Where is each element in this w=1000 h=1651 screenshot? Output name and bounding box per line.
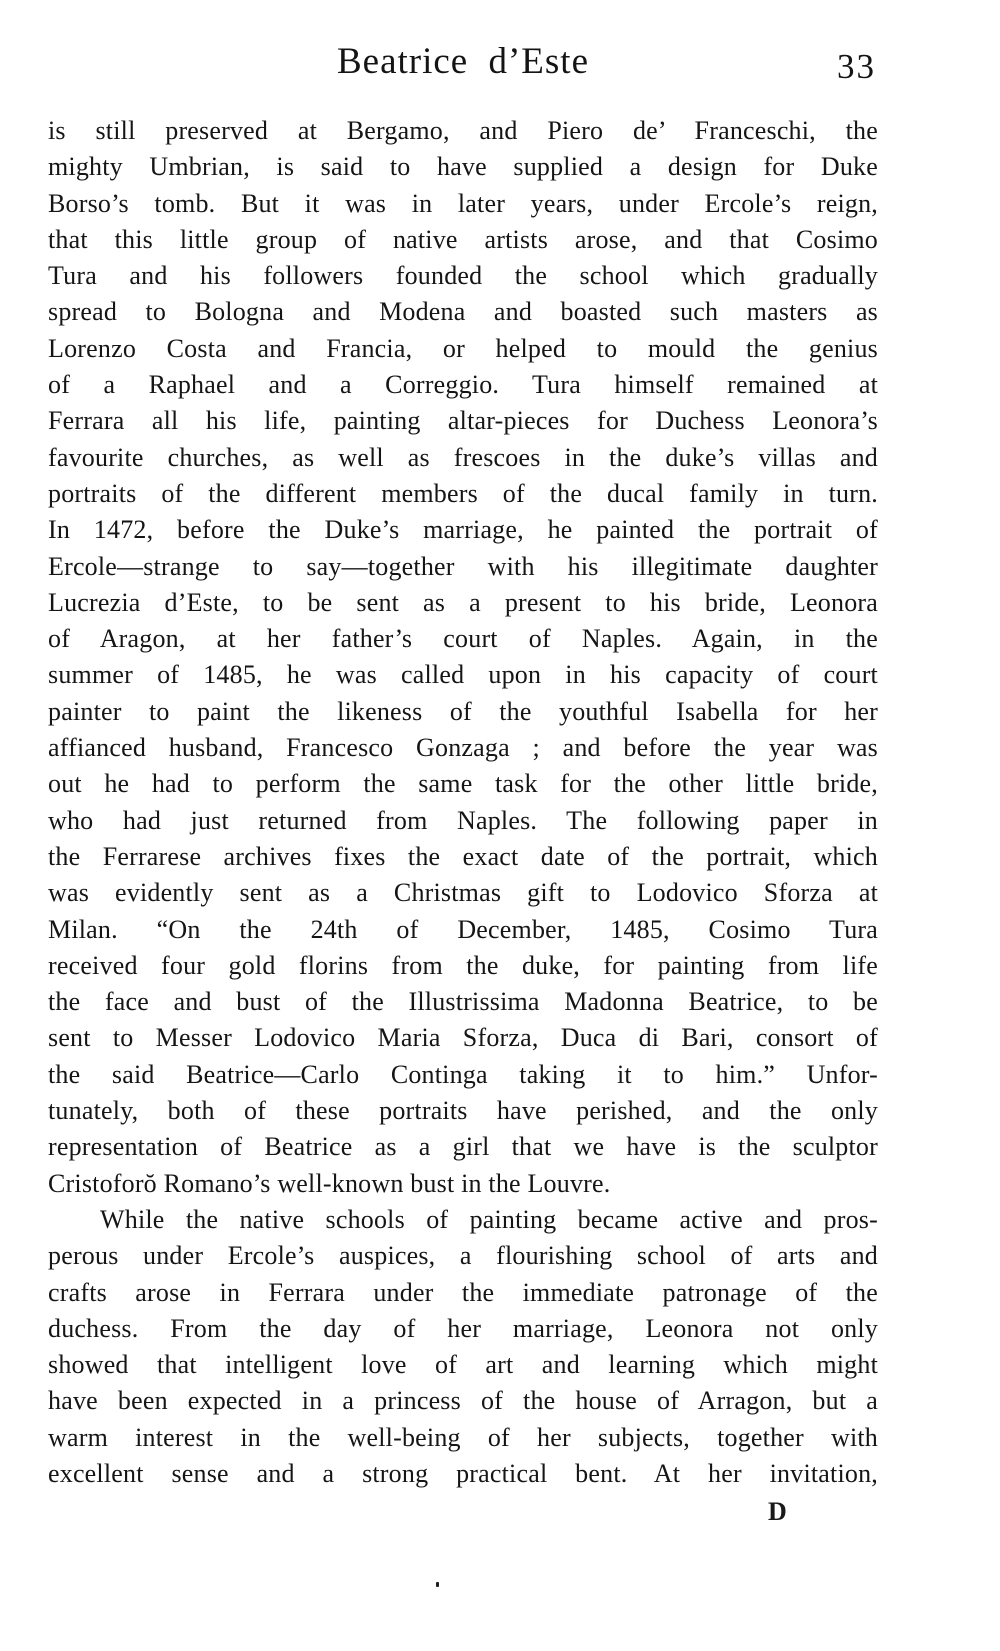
text-line: summer of 1485, he was called upon in his capacity of court bbox=[48, 660, 878, 690]
text-line: is still preserved at Bergamo, and Piero de’ Franceschi, the bbox=[48, 116, 878, 145]
text-line: perous under Ercole’s auspices, a flourishing school of arts and bbox=[48, 1241, 878, 1271]
text-line: have been expected in a princess of the house of Arragon, but a bbox=[48, 1386, 878, 1416]
text-line: sent to Messer Lodovico Maria Sforza, Duca di Bari, consort of bbox=[48, 1023, 878, 1053]
text-line: affianced husband, Francesco Gonzaga ; and before the year was bbox=[48, 733, 878, 763]
text-line: of a Raphael and a Correggio. Tura himself remained at bbox=[48, 370, 878, 400]
text-line: Ferrara all his life, painting altar-pieces for Duchess Leonora’s bbox=[48, 406, 878, 436]
text-line: Ercole—strange to say—together with his illegitimate daughter bbox=[48, 551, 878, 581]
text-line: Borso’s tomb. But it was in later years, under Ercole’s reign, bbox=[48, 188, 878, 218]
text-line: Milan. “On the 24th of December, 1485, Cosimo Tura bbox=[48, 914, 878, 944]
text-line: favourite churches, as well as frescoes in the duke’s villas and bbox=[48, 442, 878, 472]
text-line: excellent sense and a strong practical bent. At her invitation, bbox=[48, 1458, 878, 1488]
text-line: of Aragon, at her father’s court of Naples. Again, in the bbox=[48, 624, 878, 654]
text-line: showed that intelligent love of art and learning which might bbox=[48, 1350, 878, 1380]
text-line: portraits of the different members of the ducal family in turn. bbox=[48, 478, 878, 508]
text-line: spread to Bologna and Modena and boasted such masters as bbox=[48, 297, 878, 327]
stray-ink-dot bbox=[436, 1582, 439, 1587]
page-title: Beatrice d’Este bbox=[336, 41, 590, 82]
text-line: the said Beatrice—Carlo Continga taking it to him.” Unfor- bbox=[48, 1059, 878, 1089]
text-line: Cristoforŏ Romano’s well-known bust in the Louvre. bbox=[48, 1168, 611, 1198]
text-line: Lorenzo Costa and Francia, or helped to mould the genius bbox=[48, 333, 878, 363]
text-block bbox=[48, 113, 878, 1492]
text-line: mighty Umbrian, is said to have supplied a design for Duke bbox=[48, 152, 878, 182]
text-line: received four gold florins from the duke, for painting from life bbox=[48, 950, 878, 980]
running-head bbox=[48, 42, 878, 90]
text-line: out he had to perform the same task for the other little bride, bbox=[48, 769, 878, 799]
text-line: was evidently sent as a Christmas gift to Lodovico Sforza at bbox=[48, 878, 878, 908]
text-line: who had just returned from Naples. The following paper in bbox=[48, 805, 878, 835]
text-line: In 1472, before the Duke’s marriage, he painted the portrait of bbox=[48, 515, 878, 545]
text-line: the face and bust of the Illustrissima Madonna Beatrice, to be bbox=[48, 987, 878, 1017]
signature-mark: D bbox=[768, 1497, 787, 1526]
text-line: Tura and his followers founded the school which gradually bbox=[48, 261, 878, 291]
text-line: Lucrezia d’Este, to be sent as a present to his bride, Leonora bbox=[48, 587, 878, 617]
text-line: tunately, both of these portraits have perished, and the only bbox=[48, 1096, 878, 1126]
text-line: warm interest in the well-being of her subjects, together with bbox=[48, 1422, 878, 1452]
text-line: representation of Beatrice as a girl that we have is the sculptor bbox=[48, 1132, 878, 1162]
text-line: While the native schools of painting became active and pros- bbox=[100, 1204, 878, 1234]
page-number: 33 bbox=[837, 47, 876, 86]
text-line: the Ferrarese archives fixes the exact date of the portrait, which bbox=[48, 841, 878, 871]
text-line: painter to paint the likeness of the youthful Isabella for her bbox=[48, 696, 878, 726]
text-line: crafts arose in Ferrara under the immediate patronage of the bbox=[48, 1277, 878, 1307]
text-line: duchess. From the day of her marriage, Leonora not only bbox=[48, 1313, 878, 1343]
text-line: that this little group of native artists arose, and that Cosimo bbox=[48, 224, 878, 254]
